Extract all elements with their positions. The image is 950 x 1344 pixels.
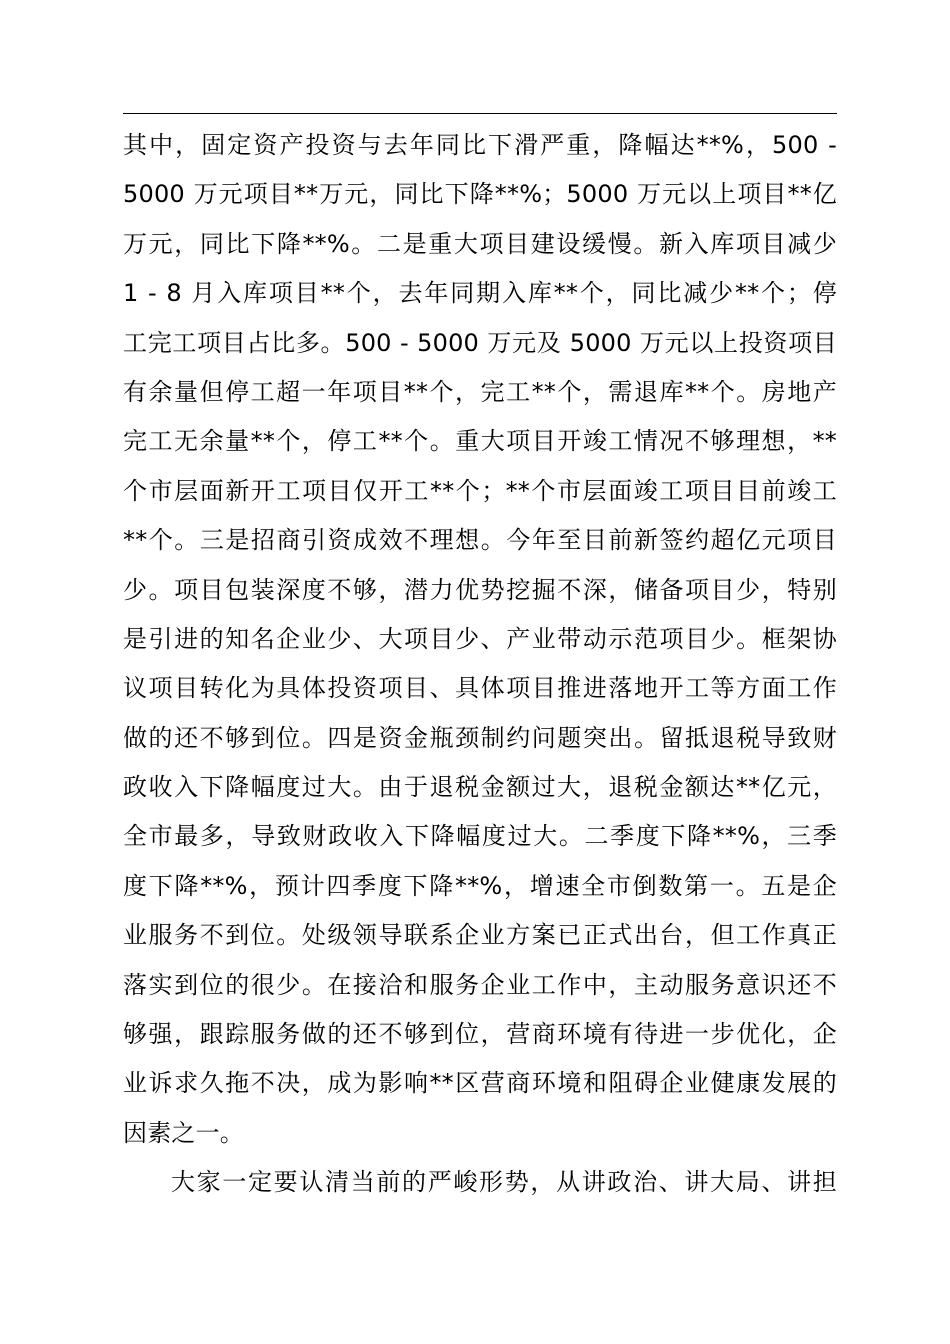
text-line: 做的还不够到位。四是资金瓶颈制约问题突出。留抵退税导致财 xyxy=(123,723,837,752)
text-line: 业服务不到位。处级领导联系企业方案已正式出台，但工作真正 xyxy=(123,921,837,950)
text-line: 1 - 8 月入库项目**个，去年同期入库**个，同比减少**个；停 xyxy=(123,279,837,308)
text-line: 万元，同比下降**%。二是重大项目建设缓慢。新入库项目减少 xyxy=(123,229,837,258)
text-line: **个。三是招商引资成效不理想。今年至目前新签约超亿元项目 xyxy=(123,526,837,555)
text-line: 完工无余量**个，停工**个。重大项目开竣工情况不够理想，** xyxy=(123,427,837,456)
text-line: 全市最多，导致财政收入下降幅度过大。二季度下降**%，三季 xyxy=(123,822,837,851)
text-line: 工完工项目占比多。500 - 5000 万元及 5000 万元以上投资项目 xyxy=(123,328,837,357)
text-line: 业诉求久拖不决，成为影响**区营商环境和阻碍企业健康发展的 xyxy=(123,1069,837,1098)
text-line: 少。项目包装深度不够，潜力优势挖掘不深，储备项目少，特别 xyxy=(123,575,837,604)
paragraph-end-line: 因素之一。 xyxy=(123,1118,244,1147)
paragraph-first-line: 大家一定要认清当前的严峻形势，从讲政治、讲大局、讲担 xyxy=(171,1168,837,1197)
text-line: 度下降**%，预计四季度下降**%，增速全市倒数第一。五是企 xyxy=(123,871,837,900)
text-line: 其中，固定资产投资与去年同比下滑严重，降幅达**%，500 - xyxy=(123,131,837,159)
text-line: 5000 万元项目**万元，同比下降**%；5000 万元以上项目**亿 xyxy=(123,180,837,209)
text-line: 有余量但停工超一年项目**个，完工**个，需退库**个。房地产 xyxy=(123,377,837,406)
header-rule xyxy=(123,113,837,114)
text-line: 落实到位的很少。在接洽和服务企业工作中，主动服务意识还不 xyxy=(123,970,837,999)
text-line: 议项目转化为具体投资项目、具体项目推进落地开工等方面工作 xyxy=(123,674,837,703)
text-line: 个市层面新开工项目仅开工**个；**个市层面竣工项目目前竣工 xyxy=(123,476,837,505)
text-line: 是引进的知名企业少、大项目少、产业带动示范项目少。框架协 xyxy=(123,624,837,653)
document-body xyxy=(123,124,837,1211)
text-line: 政收入下降幅度过大。由于退税金额过大，退税金额达**亿元， xyxy=(123,773,837,802)
text-line: 够强，跟踪服务做的还不够到位，营商环境有待进一步优化，企 xyxy=(123,1020,837,1049)
